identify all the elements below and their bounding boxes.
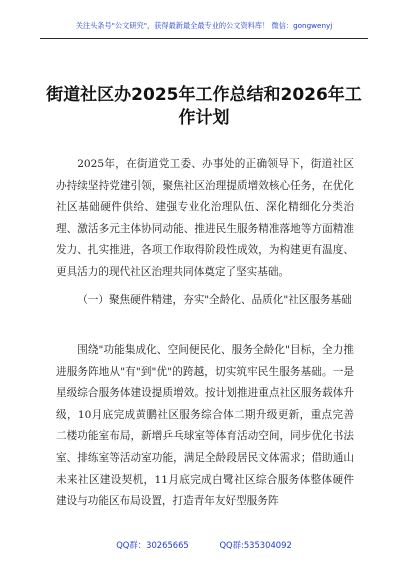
intro-section — [56, 154, 354, 284]
intro-paragraph: 2025年，在街道党工委、办事处的正确领导下，街道社区办持续坚持党建引领，聚焦社区治理提质增效核心任务，在优化社区基础硬件供给、建强专业化治理队伍、深化精细化分类治理、激活多元主体协同动能、推进民生服务精准落地等方面精准发力、扎实推进，各项工作取得阶段性成效，为构建更有温度、更具活力的现代社区治理共同体奠定了坚实基础。 — [56, 158, 354, 278]
section-heading: （一）聚焦硬件精建，夯实"全龄化、品质化"社区服务基础 — [77, 294, 352, 306]
footer-qq-group-1: QQ群：30265665 — [116, 540, 189, 550]
header-divider — [40, 38, 368, 39]
section-paragraph: 围绕"功能集成化、空间便民化、服务全龄化"目标，全力推进服务阵地从"有"到"优"的跨越，切实筑牢民生服务基础。一是星级综合服务体建设提质增效。按计划推进重点社区服务载体升级，10月底完成黄鹏社区服务综合体二期升级更新，重点完善二楼功能室布局，新增乒乓球室等体育活动空间，同步优化书法室、排练室等活动室功能，满足全龄段居民文体需求；借助通山未来社区建设契机，11月底完成白鹭社区综合服务体整体硬件建设与功能区布局设置，打造青年友好型服务阵 — [56, 344, 354, 508]
section-body — [56, 340, 354, 513]
document-title: 街道社区办2025年工作总结和2026年工作计划 — [46, 85, 362, 128]
footer — [0, 539, 408, 551]
header-banner: 关注头条号"公文研究"，获得最新最全最专业的公文资料库！ 微信：gongwenyj — [75, 21, 333, 30]
footer-qq-group-2: QQ群:535304092 — [219, 540, 292, 550]
